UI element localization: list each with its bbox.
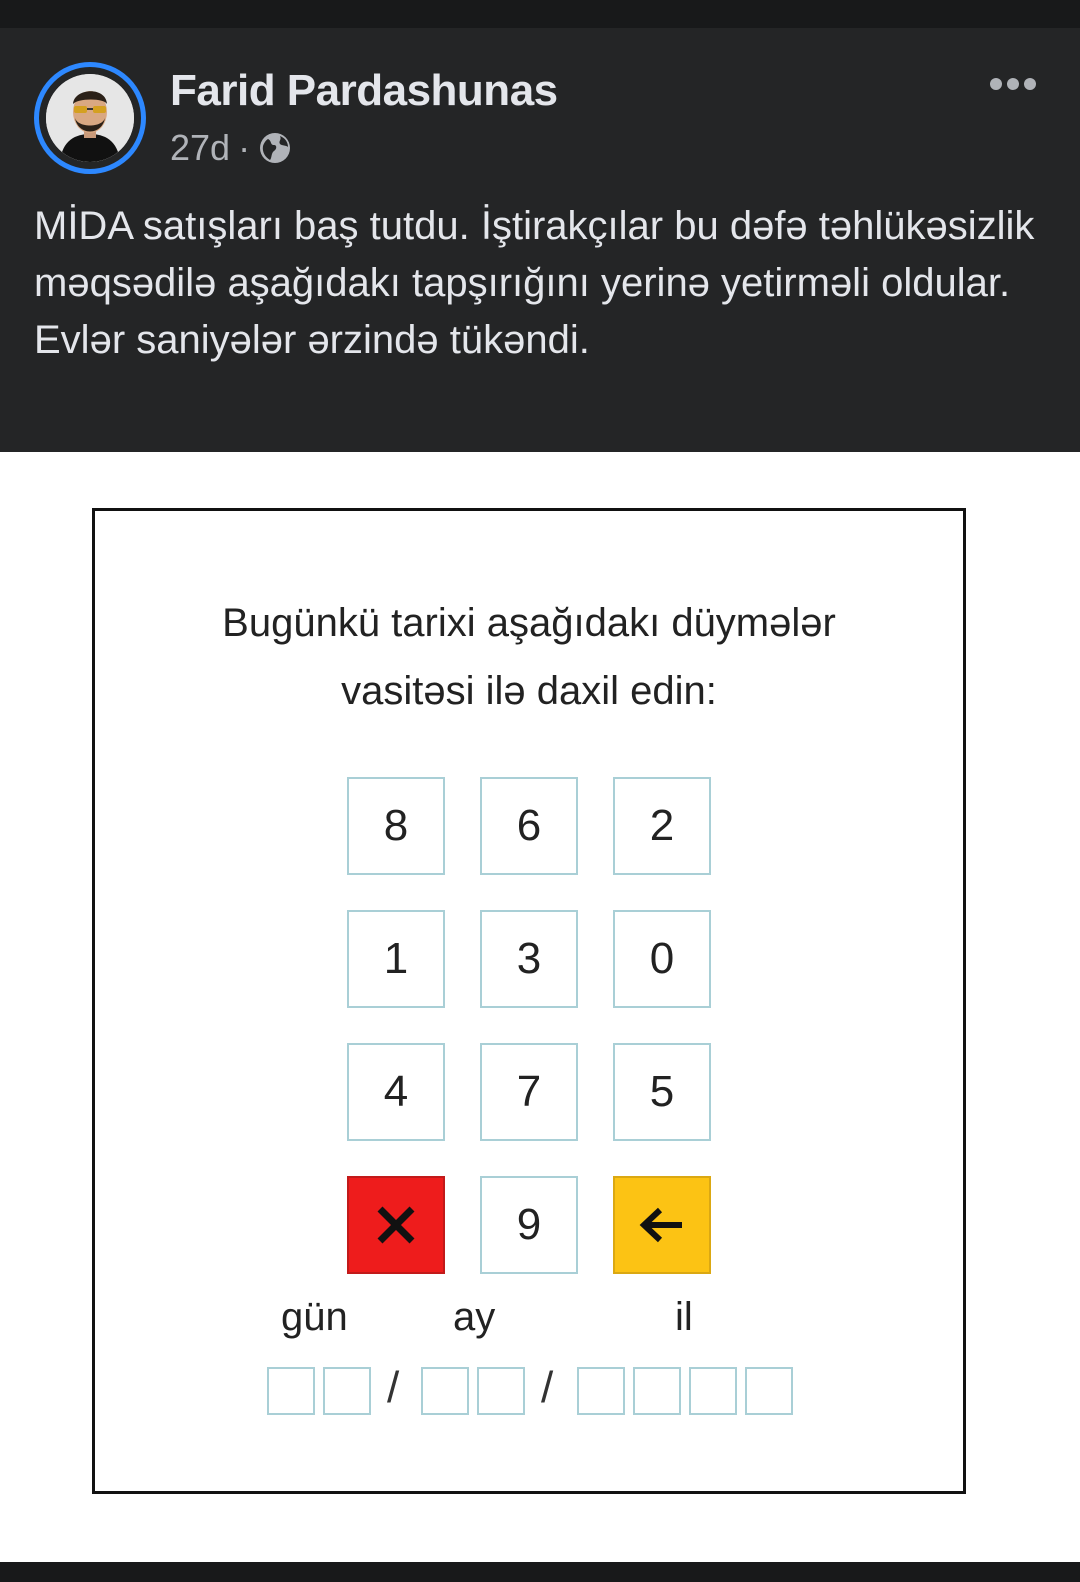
more-options-icon[interactable] bbox=[990, 78, 1036, 90]
year-digit-4[interactable] bbox=[745, 1367, 793, 1415]
label-day: gün bbox=[281, 1295, 348, 1339]
day-digit-1[interactable] bbox=[267, 1367, 315, 1415]
instruction-line-2: vasitəsi ilə daxil edin: bbox=[341, 669, 717, 713]
backspace-button[interactable] bbox=[613, 1176, 711, 1274]
label-year: il bbox=[675, 1295, 693, 1339]
date-separator-2: / bbox=[541, 1363, 554, 1412]
arrow-left-icon bbox=[638, 1205, 686, 1245]
post-text: MİDA satışları baş tutdu. İştirakçılar bu dəfə təhlükəsizlik məqsədilə aşağıdakı tapşırığını yerinə yetirməli oldular. Evlər saniyələr ərzində tükəndi. bbox=[34, 204, 1035, 362]
year-digit-2[interactable] bbox=[633, 1367, 681, 1415]
key-8[interactable]: 8 bbox=[347, 777, 445, 875]
post-image[interactable] bbox=[0, 452, 1080, 1562]
key-9[interactable]: 9 bbox=[480, 1176, 578, 1274]
month-digit-1[interactable] bbox=[421, 1367, 469, 1415]
day-digit-2[interactable] bbox=[323, 1367, 371, 1415]
year-digit-3[interactable] bbox=[689, 1367, 737, 1415]
key-4[interactable]: 4 bbox=[347, 1043, 445, 1141]
post-meta bbox=[170, 128, 292, 168]
avatar-photo bbox=[46, 74, 134, 162]
key-2[interactable]: 2 bbox=[613, 777, 711, 875]
key-3[interactable]: 3 bbox=[480, 910, 578, 1008]
instruction-text bbox=[95, 589, 963, 725]
meta-separator: · bbox=[238, 127, 251, 168]
globe-icon bbox=[258, 131, 292, 165]
post-header bbox=[0, 28, 1080, 452]
top-bar bbox=[0, 0, 1080, 28]
year-digit-1[interactable] bbox=[577, 1367, 625, 1415]
post-time[interactable]: 27d bbox=[170, 127, 231, 168]
close-icon bbox=[374, 1203, 418, 1247]
bottom-bar bbox=[0, 1562, 1080, 1582]
date-separator-1: / bbox=[387, 1363, 400, 1412]
key-5[interactable]: 5 bbox=[613, 1043, 711, 1141]
key-6[interactable]: 6 bbox=[480, 777, 578, 875]
date-captcha-panel bbox=[92, 508, 966, 1494]
key-1[interactable]: 1 bbox=[347, 910, 445, 1008]
key-0[interactable]: 0 bbox=[613, 910, 711, 1008]
clear-button[interactable] bbox=[347, 1176, 445, 1274]
month-digit-2[interactable] bbox=[477, 1367, 525, 1415]
key-7[interactable]: 7 bbox=[480, 1043, 578, 1141]
instruction-line-1: Bugünkü tarixi aşağıdakı düymələr bbox=[222, 601, 836, 645]
label-month: ay bbox=[453, 1295, 496, 1339]
avatar[interactable] bbox=[34, 62, 146, 174]
author-name[interactable]: Farid Pardashunas bbox=[170, 66, 558, 115]
